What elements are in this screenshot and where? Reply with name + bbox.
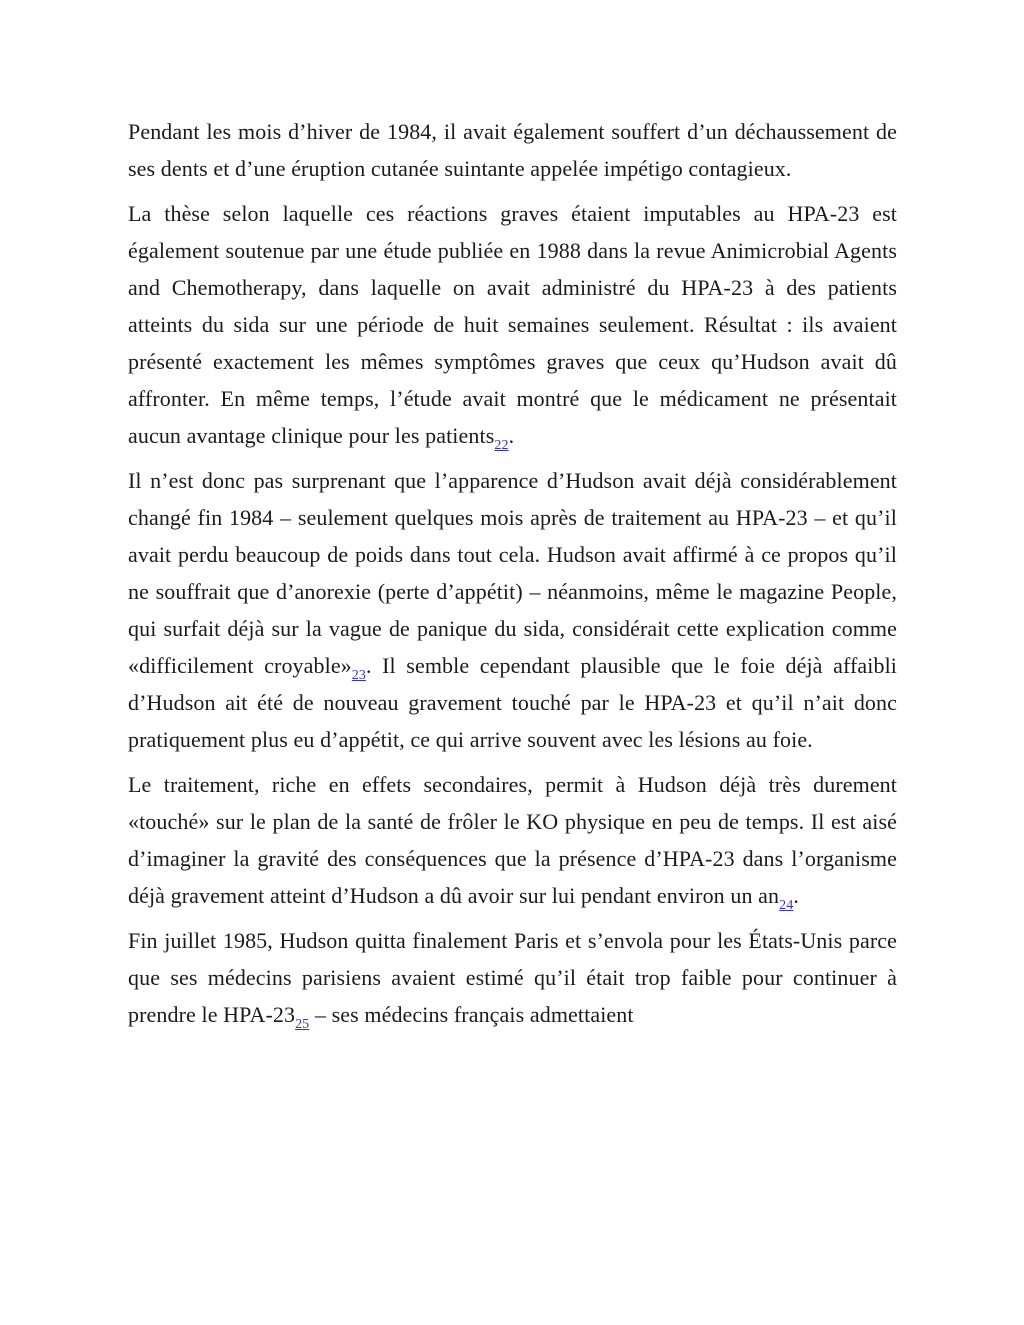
paragraph-4-text: Le traitement, riche en effets secondaires, permit à Hudson déjà très durement «touché» sur le plan de la santé de frôler le KO physique en peu de temps. Il est aisé d’imaginer la gravité des conséquences que la présence d’HPA-23 dans l’organisme déjà gravement atteint d’Hudson a dû avoir sur lui pendant environ un an bbox=[128, 772, 897, 908]
paragraph-2 bbox=[128, 195, 897, 454]
paragraph-4-text-end: . bbox=[793, 883, 799, 908]
paragraph-3-text: Il n’est donc pas surprenant que l’apparence d’Hudson avait déjà considérablement changé fin 1984 – seulement quelques mois après de traitement au HPA-23 – et qu’il avait perdu beaucoup de poids dans tout cela. Hudson avait affirmé à ce propos qu’il ne souffrait que d’anorexie (perte d’appétit) – néanmoins, même le magazine People, qui surfait déjà sur la vague de panique du sida, considérait cette explication comme «difficilement croyable» bbox=[128, 468, 897, 678]
footnote-ref-25[interactable]: 25 bbox=[295, 1017, 310, 1032]
paragraph-5-text: Fin juillet 1985, Hudson quitta finalement Paris et s’envola pour les États-Unis parce que ses médecins parisiens avaient estimé qu’il était trop faible pour continuer à prendre le HPA-23 bbox=[128, 928, 897, 1027]
footnote-ref-23[interactable]: 23 bbox=[351, 668, 366, 683]
paragraph-4 bbox=[128, 766, 897, 914]
paragraph-3 bbox=[128, 462, 897, 758]
paragraph-5-text-end: – ses médecins français admettaient bbox=[309, 1002, 634, 1027]
paragraph-5 bbox=[128, 922, 897, 1033]
footnote-ref-22[interactable]: 22 bbox=[494, 438, 509, 453]
footnote-ref-24[interactable]: 24 bbox=[779, 898, 794, 913]
paragraph-2-text-end: . bbox=[508, 423, 515, 448]
paragraph-3-text-end: . Il semble cependant plausible que le foie déjà affaibli d’Hudson ait été de nouveau gravement touché par le HPA-23 et qu’il n’ait donc pratiquement plus eu d’appétit, ce qui arrive souvent avec les lésions au foie. bbox=[128, 653, 897, 752]
paragraph-1-text: Pendant les mois d’hiver de 1984, il avait également souffert d’un déchaussement de ses dents et d’une éruption cutanée suintante appelée impétigo contagieux. bbox=[128, 119, 897, 181]
paragraph-2-text: La thèse selon laquelle ces réactions graves étaient imputables au HPA-23 est également soutenue par une étude publiée en 1988 dans la revue Animicrobial Agents and Chemotherapy, dans laquelle on avait administré du HPA-23 à des patients atteints du sida sur une période de huit semaines seulement. Résultat : ils avaient présenté exactement les mêmes symptômes graves que ceux qu’Hudson avait dû affronter. En même temps, l’étude avait montré que le médicament ne présentait aucun avantage clinique pour les patients bbox=[128, 201, 897, 448]
paragraph-1 bbox=[128, 113, 897, 187]
